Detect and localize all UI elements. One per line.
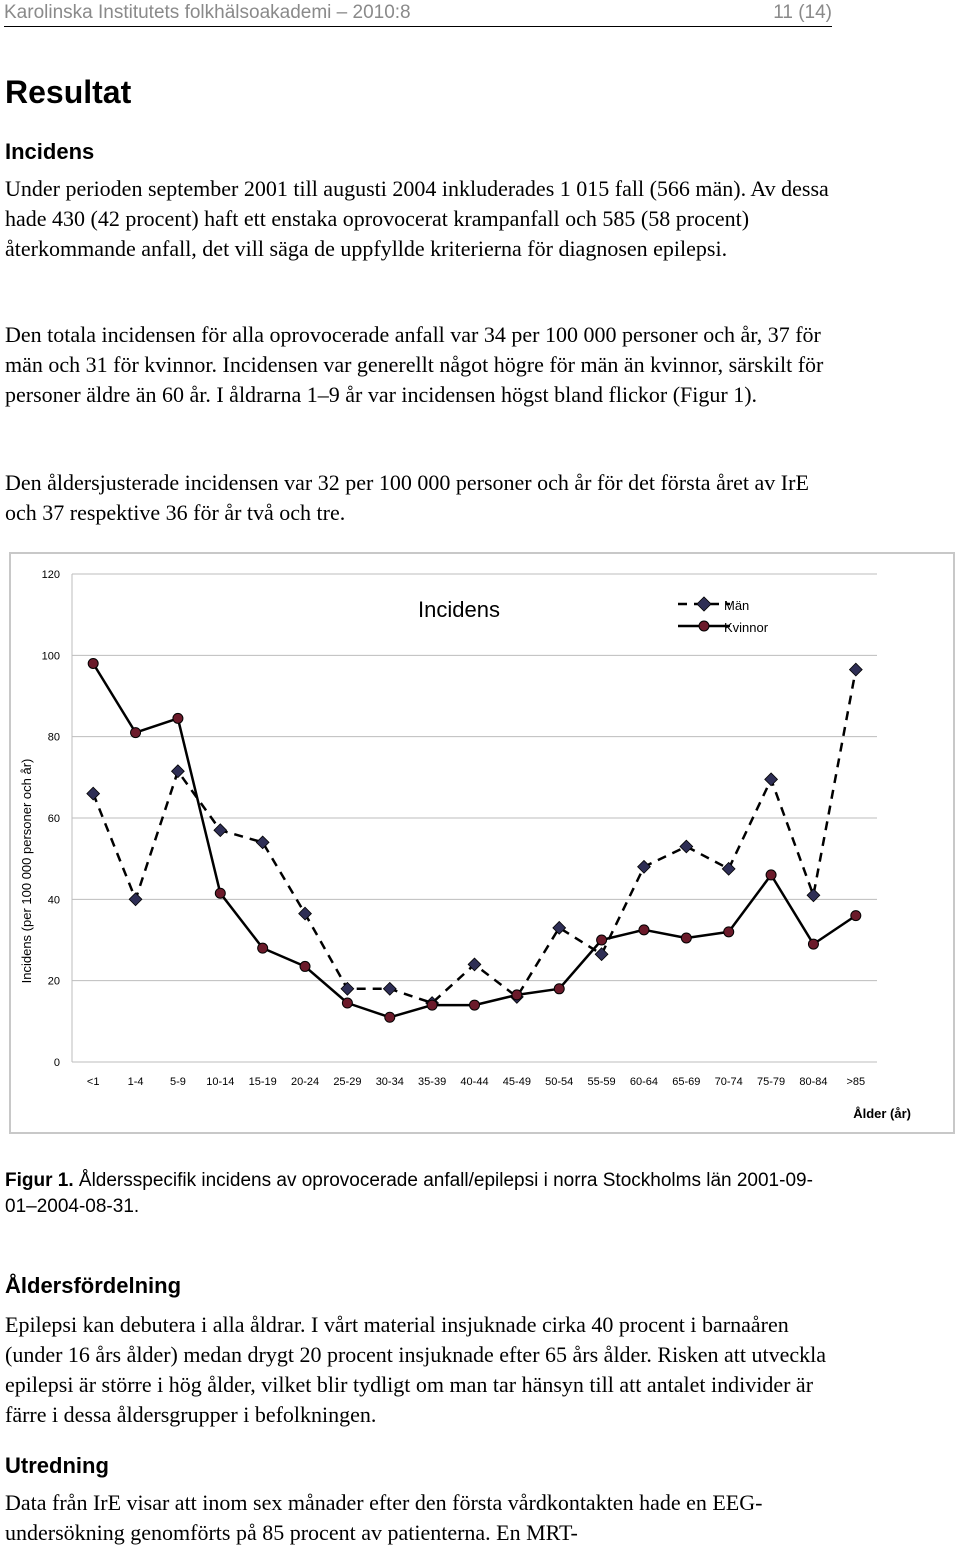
chart-legend [678, 597, 769, 635]
x-tick-label: 35-39 [418, 1076, 447, 1088]
data-point-man [680, 840, 693, 853]
data-point-man [638, 860, 651, 873]
data-point-man [341, 982, 354, 995]
data-point-kvinnor [851, 911, 861, 921]
data-point-kvinnor [597, 935, 607, 945]
data-point-kvinnor [300, 961, 310, 971]
x-tick-label: 55-59 [587, 1076, 616, 1088]
chart-title: Incidens [418, 597, 500, 622]
x-tick-label: 1-4 [127, 1076, 144, 1088]
heading-incidens: Incidens [5, 139, 95, 164]
x-tick-label: 25-29 [333, 1076, 362, 1088]
data-point-kvinnor [724, 927, 734, 937]
section-title: Resultat [5, 74, 132, 110]
data-point-man [214, 824, 227, 837]
page-header [4, 0, 832, 27]
x-tick-label: 50-54 [545, 1076, 574, 1088]
data-point-kvinnor [427, 1000, 437, 1010]
legend-kvinnor-circle-icon [699, 621, 709, 631]
heading-utredning: Utredning [5, 1453, 109, 1478]
y-tick-label: 100 [41, 650, 60, 663]
x-tick-label: >85 [846, 1076, 866, 1088]
figure-caption-text: Åldersspecifik incidens av oprovocerade anfall/epilepsi i norra Stockholms län 2001-09-01–2004-08-31. [5, 1170, 813, 1217]
x-tick-label: 20-24 [290, 1076, 320, 1088]
data-point-man [765, 773, 778, 786]
data-point-man [172, 765, 185, 778]
header-publication: Karolinska Institutets folkhälsoakademi – 2010:8 [4, 2, 411, 23]
x-tick-label: 60-64 [629, 1076, 659, 1088]
data-point-kvinnor [470, 1000, 480, 1010]
paragraph-incidens-3: Den åldersjusterade incidensen var 32 per 100 000 personer och år för det första året av IrE och 37 respektive 36 för år två och tre. [5, 470, 809, 525]
legend-man-label: Män [724, 598, 750, 613]
y-tick-label: 80 [47, 731, 60, 744]
data-point-man [256, 836, 269, 849]
data-point-man [595, 948, 608, 961]
legend-kvinnor-label: Kvinnor [724, 620, 769, 635]
paragraph-incidens-2: Den totala incidensen för alla oprovocerade anfall var 34 per 100 000 personer och år, 37 för män och 31 för kvinnor. Incidensen var generellt något högre för män än kvinnor, särskilt för personer äldre än 60 år. I åldrarna 1–9 år var incidensen högst bland flickor (Figur 1). [5, 322, 824, 407]
paragraph-incidens-1: Under perioden september 2001 till augusti 2004 inkluderades 1 015 fall (566 män). Av dessa hade 430 (42 procent) haft ett enstaka oprovocerat krampanfall och 585 (58 procent) återkommande anfall, det vill säga de uppfyllde kriterierna för diagnosen epilepsi. [5, 176, 829, 261]
x-tick-label: 65-69 [672, 1076, 701, 1088]
x-tick-label: 45-49 [502, 1076, 531, 1088]
y-axis-label: Incidens (per 100 000 personer och år) [19, 758, 34, 984]
data-point-man [87, 787, 100, 800]
x-tick-label: <1 [86, 1076, 100, 1088]
incidence-chart-svg [11, 554, 953, 1132]
y-tick-label: 60 [47, 813, 60, 825]
data-point-kvinnor [385, 1012, 395, 1022]
y-tick-label: 120 [41, 569, 60, 581]
data-point-kvinnor [88, 658, 98, 668]
data-point-kvinnor [639, 925, 649, 935]
x-tick-label: 80-84 [799, 1076, 828, 1088]
x-tick-label: 15-19 [248, 1076, 277, 1088]
data-point-kvinnor [131, 728, 141, 738]
figure-caption [5, 1168, 835, 1220]
data-point-man [722, 862, 735, 875]
data-point-kvinnor [342, 998, 352, 1008]
paragraph-utredning: Data från IrE visar att inom sex månader efter den första vårdkontakten hade en EEG-undersökning genomförts på 85 procent av patienterna. En MRT- [5, 1490, 763, 1545]
x-tick-label: 70-74 [714, 1076, 743, 1088]
x-axis-label: Ålder (år) [853, 1106, 911, 1121]
data-point-man [299, 907, 312, 920]
data-point-kvinnor [512, 990, 522, 1000]
y-tick-label: 40 [47, 894, 60, 907]
data-point-kvinnor [766, 870, 776, 880]
y-tick-label: 20 [47, 975, 60, 988]
header-page-number: 11 (14) [773, 2, 832, 23]
legend-man-diamond-icon [697, 597, 711, 611]
data-point-kvinnor [258, 943, 268, 953]
x-tick-label: 10-14 [206, 1076, 235, 1088]
data-point-man [383, 982, 396, 995]
y-tick-label: 0 [53, 1057, 60, 1069]
data-point-man [553, 921, 566, 934]
paragraph-aldersfordelning: Epilepsi kan debutera i alla åldrar. I vårt material insjuknade cirka 40 procent i barnaåren (under 16 års ålder) medan drygt 20 procent insjuknade efter 65 års ålder. Risken att utveckla epilepsi är större i hög ålder, vilket blir tydligt om man tar hänsyn till att antalet individer är färre i dessa åldersgrupper i befolkningen. [5, 1312, 827, 1427]
x-tick-label: 75-79 [757, 1076, 786, 1088]
data-point-kvinnor [554, 984, 564, 994]
x-tick-label: 40-44 [460, 1076, 489, 1088]
x-tick-label: 5-9 [169, 1076, 186, 1088]
heading-aldersfordelning: Åldersfördelning [5, 1273, 182, 1298]
data-point-kvinnor [215, 888, 225, 898]
data-point-man [129, 893, 142, 906]
data-point-man [849, 663, 862, 676]
data-point-kvinnor [173, 713, 183, 723]
x-tick-label: 30-34 [375, 1076, 404, 1088]
data-point-kvinnor [681, 933, 691, 943]
incidence-chart [9, 552, 955, 1134]
figure-label: Figur 1. [5, 1170, 74, 1191]
data-point-kvinnor [808, 939, 818, 949]
